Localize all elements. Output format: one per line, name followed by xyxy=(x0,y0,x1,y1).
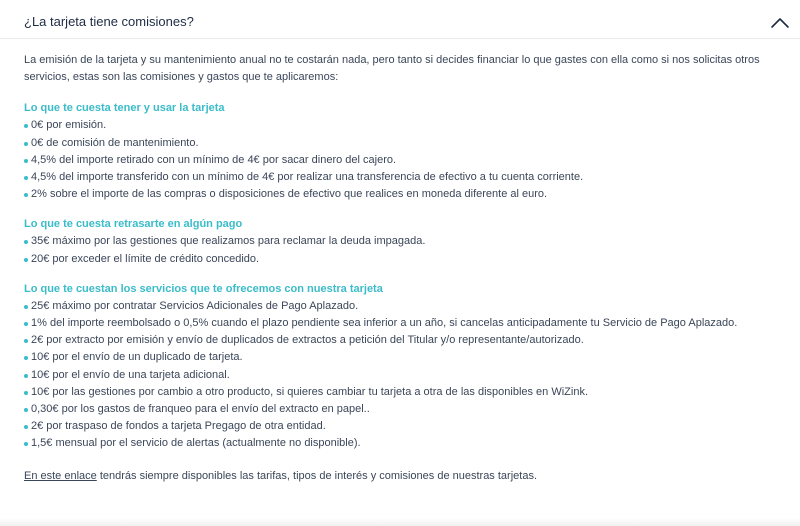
commission-list xyxy=(24,233,780,267)
bullet-icon xyxy=(24,425,28,429)
footer-text xyxy=(24,468,780,485)
list-item xyxy=(24,251,780,268)
list-item-text: 25€ máximo por contratar Servicios Adicionales de Pago Aplazado. xyxy=(31,299,359,312)
list-item-text: 4,5% del importe transferido con un mínimo de 4€ por realizar una transferencia de efectivo a tu cuenta corriente. xyxy=(31,171,584,184)
commission-list xyxy=(24,298,780,453)
list-item xyxy=(24,401,780,418)
sections-container xyxy=(24,100,780,452)
bottom-edge xyxy=(0,518,800,526)
section-title: Lo que te cuesta tener y usar la tarjeta xyxy=(24,102,225,115)
list-item xyxy=(24,332,780,349)
bullet-icon xyxy=(24,193,28,197)
list-item xyxy=(24,135,780,152)
list-item-text: 0€ por emisión. xyxy=(31,119,107,132)
section-title: Lo que te cuestan los servicios que te ofrecemos con nuestra tarjeta xyxy=(24,282,383,295)
list-item-text: 2€ por extracto por emisión y envío de duplicados de extractos a petición del Titular y/o representante/autorizado. xyxy=(31,334,584,347)
list-item xyxy=(24,117,780,134)
list-item xyxy=(24,349,780,366)
bullet-icon xyxy=(24,258,28,262)
list-item-text: 2€ por traspaso de fondos a tarjeta Pregago de otra entidad. xyxy=(31,420,326,433)
list-item xyxy=(24,367,780,384)
list-item xyxy=(24,186,780,203)
list-item xyxy=(24,384,780,401)
bullet-icon xyxy=(24,176,28,180)
bullet-icon xyxy=(24,408,28,412)
intro-text: La emisión de la tarjeta y su mantenimiento anual no te costarán nada, pero tanto si decides financiar lo que gastes con ella como si nos solicitas otros servicios, estas son las comisiones y gastos que te aplicaremos: xyxy=(24,54,760,84)
list-item xyxy=(24,152,780,169)
bullet-icon xyxy=(24,356,28,360)
tariffs-link[interactable]: En este enlace xyxy=(24,469,97,482)
commission-section xyxy=(24,216,780,267)
bullet-icon xyxy=(24,442,28,446)
bullet-icon xyxy=(24,305,28,309)
bullet-icon xyxy=(24,374,28,378)
list-item xyxy=(24,315,780,332)
list-item-text: 0€ de comisión de mantenimiento. xyxy=(31,136,199,149)
list-item-text: 1,5€ mensual por el servicio de alertas (actualmente no disponible). xyxy=(31,437,361,450)
list-item-text: 2% sobre el importe de las compras o disposiciones de efectivo que realices en moneda diferente al euro. xyxy=(31,188,548,201)
bullet-icon xyxy=(24,240,28,244)
list-item-text: 35€ máximo por las gestiones que realizamos para reclamar la deuda impagada. xyxy=(31,235,426,248)
list-item xyxy=(24,169,780,186)
commission-section xyxy=(24,100,780,203)
list-item-text: 10€ por el envío de un duplicado de tarjeta. xyxy=(31,351,243,364)
bullet-icon xyxy=(24,159,28,163)
accordion-title[interactable]: ¿La tarjeta tiene comisiones? xyxy=(24,14,194,29)
list-item-text: 1% del importe reembolsado o 0,5% cuando el plazo pendiente sea inferior a un año, si cancelas anticipadamente tu Servicio de Pago Aplazado. xyxy=(31,317,738,330)
list-item-text: 20€ por exceder el límite de crédito concedido. xyxy=(31,252,260,265)
chevron-up-icon[interactable] xyxy=(770,16,790,30)
list-item-text: 10€ por las gestiones por cambio a otro producto, si quieres cambiar tu tarjeta a otra de las disponibles en WiZink. xyxy=(31,385,589,398)
bullet-icon xyxy=(24,142,28,146)
list-item xyxy=(24,233,780,250)
list-item xyxy=(24,435,780,452)
list-item-text: 0,30€ por los gastos de franqueo para el envío del extracto en papel.. xyxy=(31,403,370,416)
list-item xyxy=(24,298,780,315)
bullet-icon xyxy=(24,391,28,395)
bullet-icon xyxy=(24,339,28,343)
commission-section xyxy=(24,281,780,453)
bullet-icon xyxy=(24,124,28,128)
list-item-text: 10€ por el envío de una tarjeta adicional. xyxy=(31,368,230,381)
accordion-content xyxy=(24,52,780,485)
header-divider xyxy=(0,38,800,39)
commission-list xyxy=(24,117,780,203)
bullet-icon xyxy=(24,322,28,326)
list-item xyxy=(24,418,780,435)
list-item-text: 4,5% del importe retirado con un mínimo de 4€ por sacar dinero del cajero. xyxy=(31,153,397,166)
section-title: Lo que te cuesta retrasarte en algún pago xyxy=(24,218,243,231)
footer-rest-text: tendrás siempre disponibles las tarifas, tipos de interés y comisiones de nuestras tarjetas. xyxy=(96,469,537,482)
